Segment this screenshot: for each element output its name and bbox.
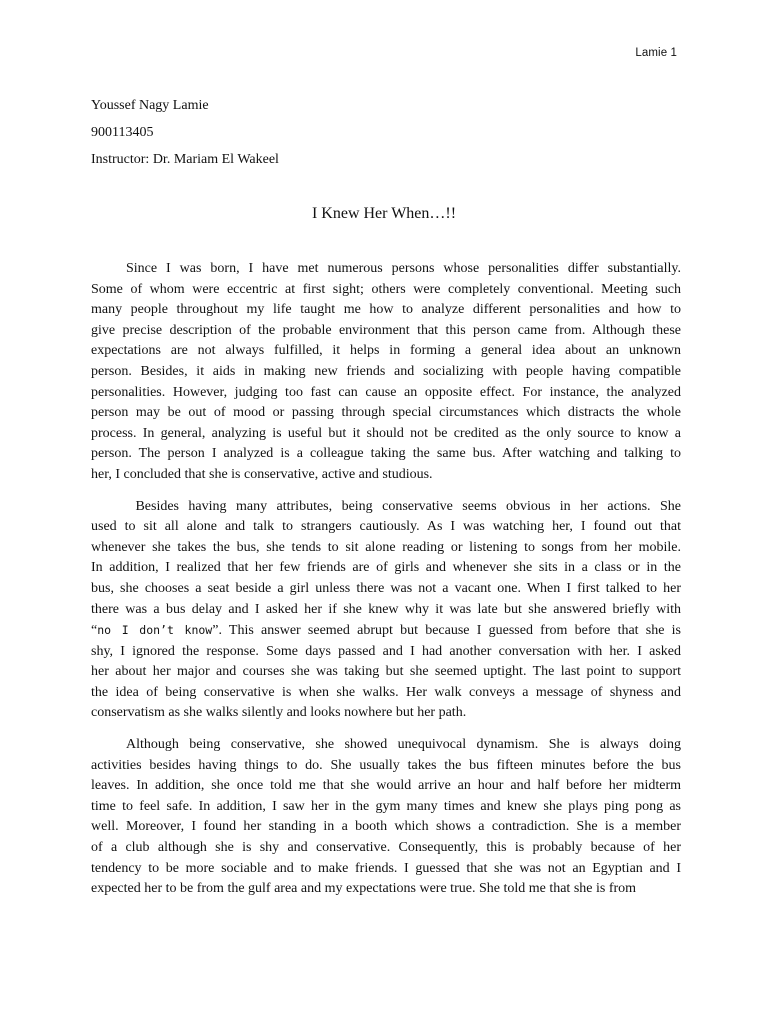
- line-text: expectations are not always fulfilled, it helps in forming a general idea about an unknown: [91, 343, 681, 359]
- line-text: process. In general, analyzing is useful but it should not be credited as the only source to know a: [91, 425, 681, 441]
- line-text: give precise description of the probable environment that this person came from. Although these: [91, 322, 681, 338]
- line-text: This answer seemed abrupt but because I guessed from before that she is: [221, 623, 682, 639]
- paragraph: [91, 497, 681, 725]
- line-text: shy, I ignored the response. Some days passed and I had another conversation with her. I asked: [91, 643, 681, 659]
- essay-title: I Knew Her When…!!: [311, 205, 457, 222]
- line-text: time to feel safe. In addition, I saw her in the gym many times and knew she plays ping pong as: [91, 798, 681, 814]
- essay-body: [91, 259, 681, 911]
- line-text: In addition, I realized that her few friends are of girls and whenever she sits in a class or in the: [91, 560, 681, 576]
- line-text: person. Besides, it aids in making new friends and socializing with people having compatible: [91, 363, 681, 379]
- line-text: leaves. In addition, she once told me that she would arrive an hour and half before her midterm: [91, 778, 681, 794]
- running-head: Lamie 1: [635, 47, 677, 59]
- text-line: [91, 879, 681, 900]
- text-line: [91, 838, 681, 859]
- text-line: [91, 403, 681, 424]
- line-text: many people throughout my life taught me how to analyze different personalities and how to: [91, 302, 681, 318]
- text-line: [91, 341, 681, 362]
- text-line: [91, 859, 681, 880]
- text-line: [91, 424, 681, 445]
- text-line: [91, 259, 681, 280]
- text-line: [91, 662, 681, 683]
- text-line: [91, 735, 681, 756]
- text-line: [91, 600, 681, 621]
- line-text: the idea of being conservative is when she walks. Her walk conveys a message of shyness and: [91, 684, 681, 700]
- text-line: [91, 383, 681, 404]
- text-line: [91, 558, 681, 579]
- line-text: her, I concluded that she is conservative, active and studious.: [91, 466, 433, 482]
- text-line: [91, 280, 681, 301]
- student-id: 900113405: [91, 125, 154, 140]
- text-line: [91, 497, 681, 518]
- quote-close: ”.: [212, 623, 222, 639]
- text-line: [91, 683, 681, 704]
- header-block: [91, 92, 279, 173]
- text-line: [91, 620, 681, 642]
- text-line: [91, 776, 681, 797]
- text-line: [91, 321, 681, 342]
- line-text: Although being conservative, she showed unequivocal dynamism. She is always doing: [126, 737, 681, 753]
- line-text: person may be out of mood or passing through special circumstances which distracts the whole: [91, 405, 681, 421]
- text-line: [91, 444, 681, 465]
- line-text: expected her to be from the gulf area and my expectations were true. She told me that she is from: [91, 881, 637, 897]
- text-line: [91, 579, 681, 600]
- line-text: whenever she takes the bus, she tends to sit alone reading or listening to songs from her mobile.: [91, 539, 681, 555]
- line-text: Besides having many attributes, being conservative seems obvious in her actions. She: [126, 498, 681, 514]
- line-text: Some of whom were eccentric at first sight; others were completely conventional. Meeting such: [91, 281, 681, 297]
- line-text: tendency to be more sociable and to make friends. I guessed that she was not an Egyptian and I: [91, 860, 681, 876]
- text-line: [91, 362, 681, 383]
- quoted-speech: no I don’t know: [97, 623, 213, 638]
- line-text: well. Moreover, I found her standing in a booth which shows a contradiction. She is a member: [91, 819, 681, 835]
- paragraph: [91, 735, 681, 900]
- line-text: used to sit all alone and talk to strangers cautiously. As I was watching her, I found out that: [91, 519, 681, 535]
- line-text: personalities. However, judging too fast can cause an opposite effect. For instance, the analyzed: [91, 384, 681, 400]
- text-line: [91, 797, 681, 818]
- line-text: activities besides having things to do. She usually takes the bus fifteen minutes before the bus: [91, 757, 681, 773]
- quote-open: “: [91, 623, 98, 639]
- line-text: Since I was born, I have met numerous persons whose personalities differ substantially.: [126, 261, 681, 276]
- text-line: [91, 703, 681, 724]
- text-line: [91, 465, 681, 486]
- text-line: [91, 300, 681, 321]
- line-text: there was a bus delay and I asked her if she knew why it was late but she answered briefly with: [91, 601, 681, 617]
- line-text: bus, she chooses a seat beside a girl unless there was not a vacant one. When I first talked to her: [91, 580, 681, 596]
- line-text: of a club although she is shy and conservative. Consequently, this is probably because of her: [91, 840, 681, 856]
- paragraph: [91, 259, 681, 486]
- line-text: conservatism as she walks silently and looks nowhere but her path.: [91, 705, 467, 721]
- text-line: [91, 642, 681, 663]
- text-line: [91, 756, 681, 777]
- text-line: [91, 538, 681, 559]
- line-text: person. The person I analyzed is a colleague taking the same bus. After watching and talking to: [91, 446, 681, 462]
- text-line: [91, 817, 681, 838]
- instructor-name: Instructor: Dr. Mariam El Wakeel: [91, 152, 279, 167]
- author-name: Youssef Nagy Lamie: [91, 98, 209, 113]
- text-line: [91, 517, 681, 538]
- line-text: her about her major and courses she was taking but she seemed uptight. The last point to support: [91, 664, 681, 680]
